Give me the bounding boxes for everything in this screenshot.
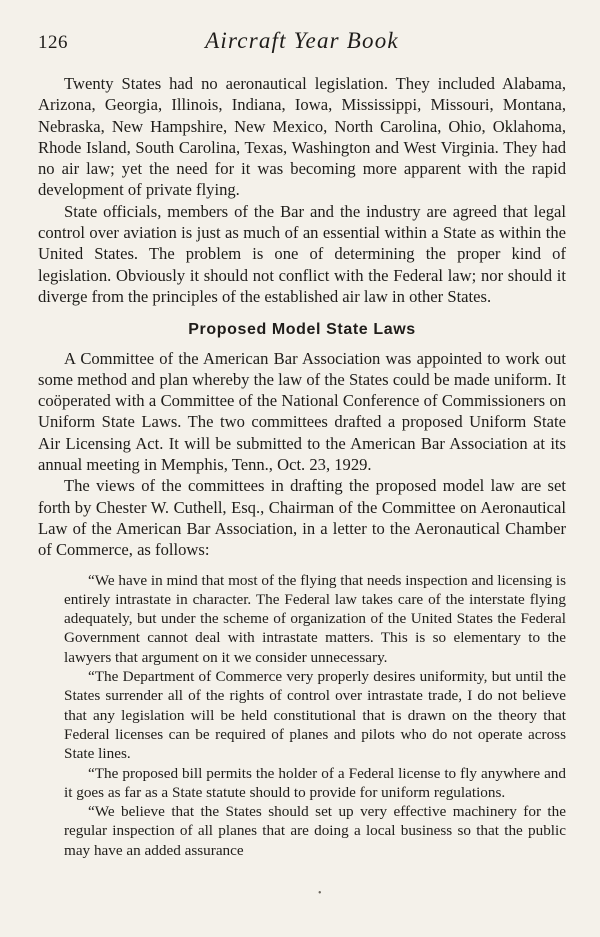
- section-heading: Proposed Model State Laws: [188, 321, 416, 339]
- page-header: [38, 28, 566, 64]
- quoted-letter: [64, 571, 566, 860]
- paragraph-no-legislation: Twenty States had no aeronautical legislation. They included Alabama, Arizona, Georgia, Illinois, Indiana, Iowa, Mississippi, Missouri, Montana, Nebraska, New Hampshire, New Mexico, North Carolina, Ohio, Oklahoma, Rhode Island, South Carolina, Texas, Washington and West Virginia. They had no air law; yet the need for it was becoming more apparent with the rapid development of private flying.: [38, 74, 566, 200]
- quote-paragraph: “The proposed bill permits the holder of a Federal license to fly anywhere and it goes as far as a State statute should to provide for uniform regulations.: [64, 764, 566, 801]
- print-mark: •: [318, 888, 322, 899]
- paragraph-views: The views of the committees in drafting the proposed model law are set forth by Chester W. Cuthell, Esq., Chairman of the Committee on Aeronautical Law of the American Bar Association, in a letter to the Aeronautical Chamber of Commerce, as follows:: [38, 476, 566, 560]
- paragraph-legal-control: State officials, members of the Bar and the industry are agreed that legal control over aviation is just as much of an essential within a State as within the United States. The problem is one of determining the proper kind of legislation. Obviously it should not conflict with the Federal law; nor should it diverge from the principles of the established air law in other States.: [38, 201, 566, 306]
- page-number: 126: [38, 32, 68, 53]
- running-title: Aircraft Year Book: [205, 28, 399, 53]
- paragraph-committee: A Committee of the American Bar Association was appointed to work out some method and plan whereby the law of the States could be made uniform. It coöperated with a Committee of the National Conference of Commissioners on Uniform State Laws. The two committees drafted a proposed Uniform State Air Licensing Act. It will be submitted to the American Bar Association at its annual meeting in Memphis, Tenn., Oct. 23, 1929.: [38, 348, 566, 475]
- quote-paragraph: “We believe that the States should set up very effective machinery for the regular inspection of all planes that are doing a local business so that the public may have an added assurance: [64, 803, 566, 859]
- body-text: [38, 73, 566, 561]
- quote-paragraph: “The Department of Commerce very properly desires uniformity, but until the States surrender all of the rights of control over intrastate trade, I do not believe that any legislation will be held constitutional that is drawn on the theory that Federal licenses can be required of planes and pilots who do not operate across State lines.: [64, 668, 566, 763]
- quote-paragraph: “We have in mind that most of the flying that needs inspection and licensing is entirely intrastate in character. The Federal law takes care of the interstate flying adequately, but under the scheme of organization of the United States the Federal Government cannot deal with intrastate matters. This is so elementary to the lawyers that argument on it we consider unnecessary.: [64, 571, 566, 666]
